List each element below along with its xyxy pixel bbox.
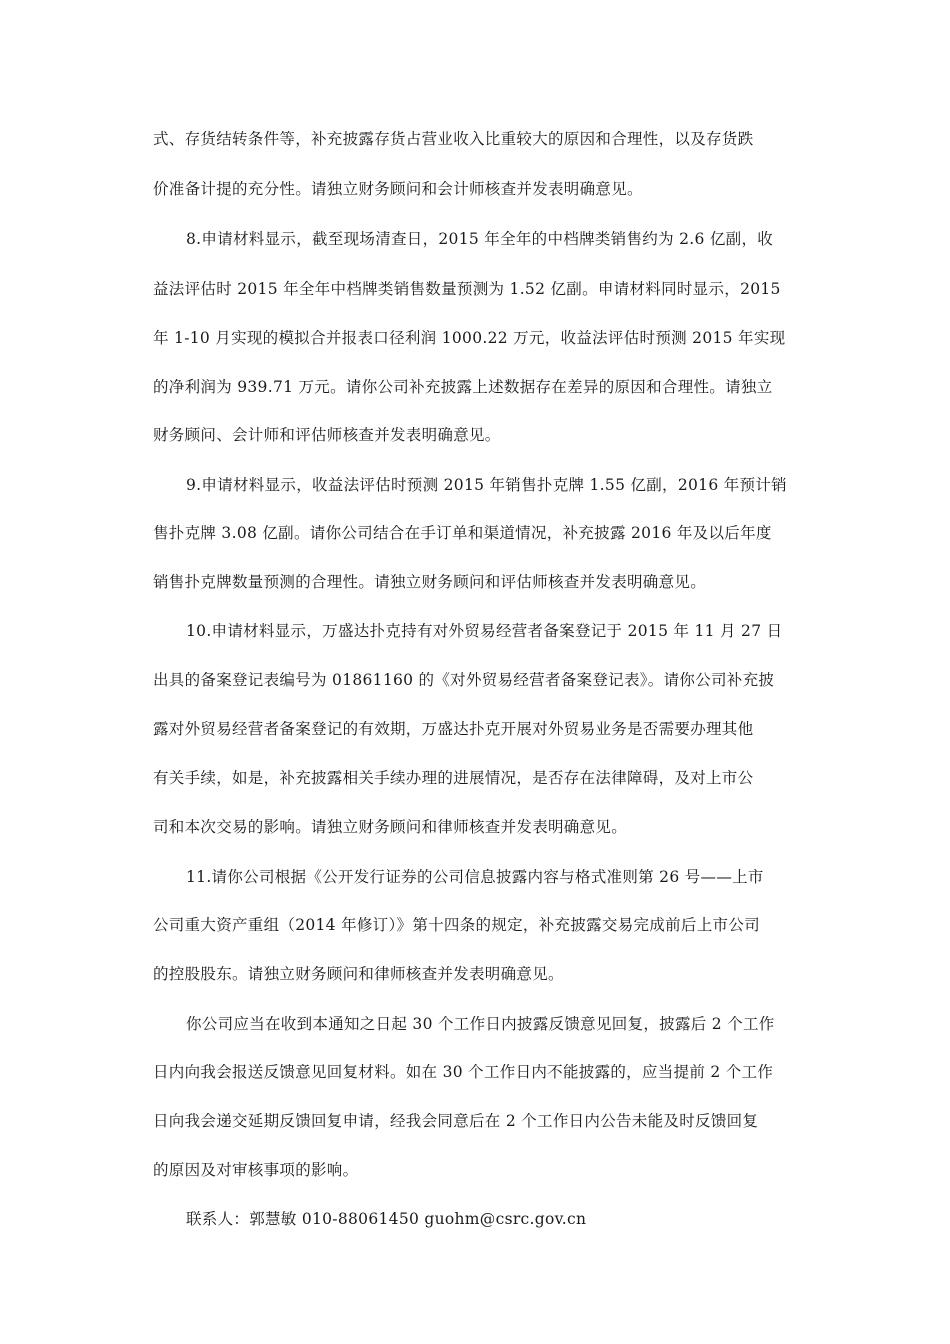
text-line: 司和本次交易的影响。请独立财务顾问和律师核查并发表明确意见。 (153, 818, 628, 836)
text-line: 财务顾问、会计师和评估师核查并发表明确意见。 (153, 426, 501, 444)
paragraph-11-line: 11.请你公司根据《公开发行证券的公司信息披露内容与格式准则第 26 号——上市 (186, 868, 764, 886)
text-line: 有关手续，如是，补充披露相关手续办理的进展情况，是否存在法律障碍，及对上市公 (153, 769, 754, 787)
text-line: 售扑克牌 3.08 亿副。请你公司结合在手订单和渠道情况，补充披露 2016 年及以后年度 (153, 524, 772, 542)
text-line: 公司重大资产重组（2014 年修订）》第十四条的规定，补充披露交易完成前后上市公司 (153, 916, 760, 934)
text-line: 日向我会递交延期反馈回复申请，经我会同意后在 2 个工作日内公告未能及时反馈回复 (153, 1112, 759, 1130)
closing-paragraph-line: 你公司应当在收到本通知之日起 30 个工作日内披露反馈意见回复，披露后 2 个工作 (186, 1015, 775, 1033)
paragraph-9-line: 9.申请材料显示，收益法评估时预测 2015 年销售扑克牌 1.55 亿副，2016 年预计销 (186, 476, 787, 494)
paragraph-8-line: 8.申请材料显示，截至现场清查日，2015 年全年的中档牌类销售约为 2.6 亿副，收 (186, 230, 774, 248)
text-line: 的净利润为 939.71 万元。请你公司补充披露上述数据存在差异的原因和合理性。请独立 (153, 378, 773, 396)
contact-line: 联系人：郭慧敏 010-88061450 guohm@csrc.gov.cn (186, 1210, 587, 1228)
text-line: 出具的备案登记表编号为 01861160 的《对外贸易经营者备案登记表》。请你公司补充披 (153, 671, 775, 689)
text-line: 的控股股东。请独立财务顾问和律师核查并发表明确意见。 (153, 965, 564, 983)
text-line: 露对外贸易经营者备案登记的有效期，万盛达扑克开展对外贸易业务是否需要办理其他 (153, 720, 754, 738)
text-line: 年 1-10 月实现的模拟合并报表口径利润 1000.22 万元，收益法评估时预测 2015 年实现 (153, 329, 786, 347)
text-line: 销售扑克牌数量预测的合理性。请独立财务顾问和评估师核查并发表明确意见。 (153, 573, 707, 591)
text-line: 日内向我会报送反馈意见回复材料。如在 30 个工作日内不能披露的，应当提前 2 个工作 (153, 1063, 774, 1081)
paragraph-10-line: 10.申请材料显示，万盛达扑克持有对外贸易经营者备案登记于 2015 年 11 月 27 日 (186, 622, 783, 640)
text-line: 式、存货结转条件等，补充披露存货占营业收入比重较大的原因和合理性，以及存货跌 (153, 130, 754, 148)
text-line: 的原因及对审核事项的影响。 (153, 1161, 359, 1179)
text-line: 益法评估时 2015 年全年中档牌类销售数量预测为 1.52 亿副。申请材料同时显示，2015 (153, 280, 781, 298)
text-line: 价准备计提的充分性。请独立财务顾问和会计师核查并发表明确意见。 (153, 180, 643, 198)
